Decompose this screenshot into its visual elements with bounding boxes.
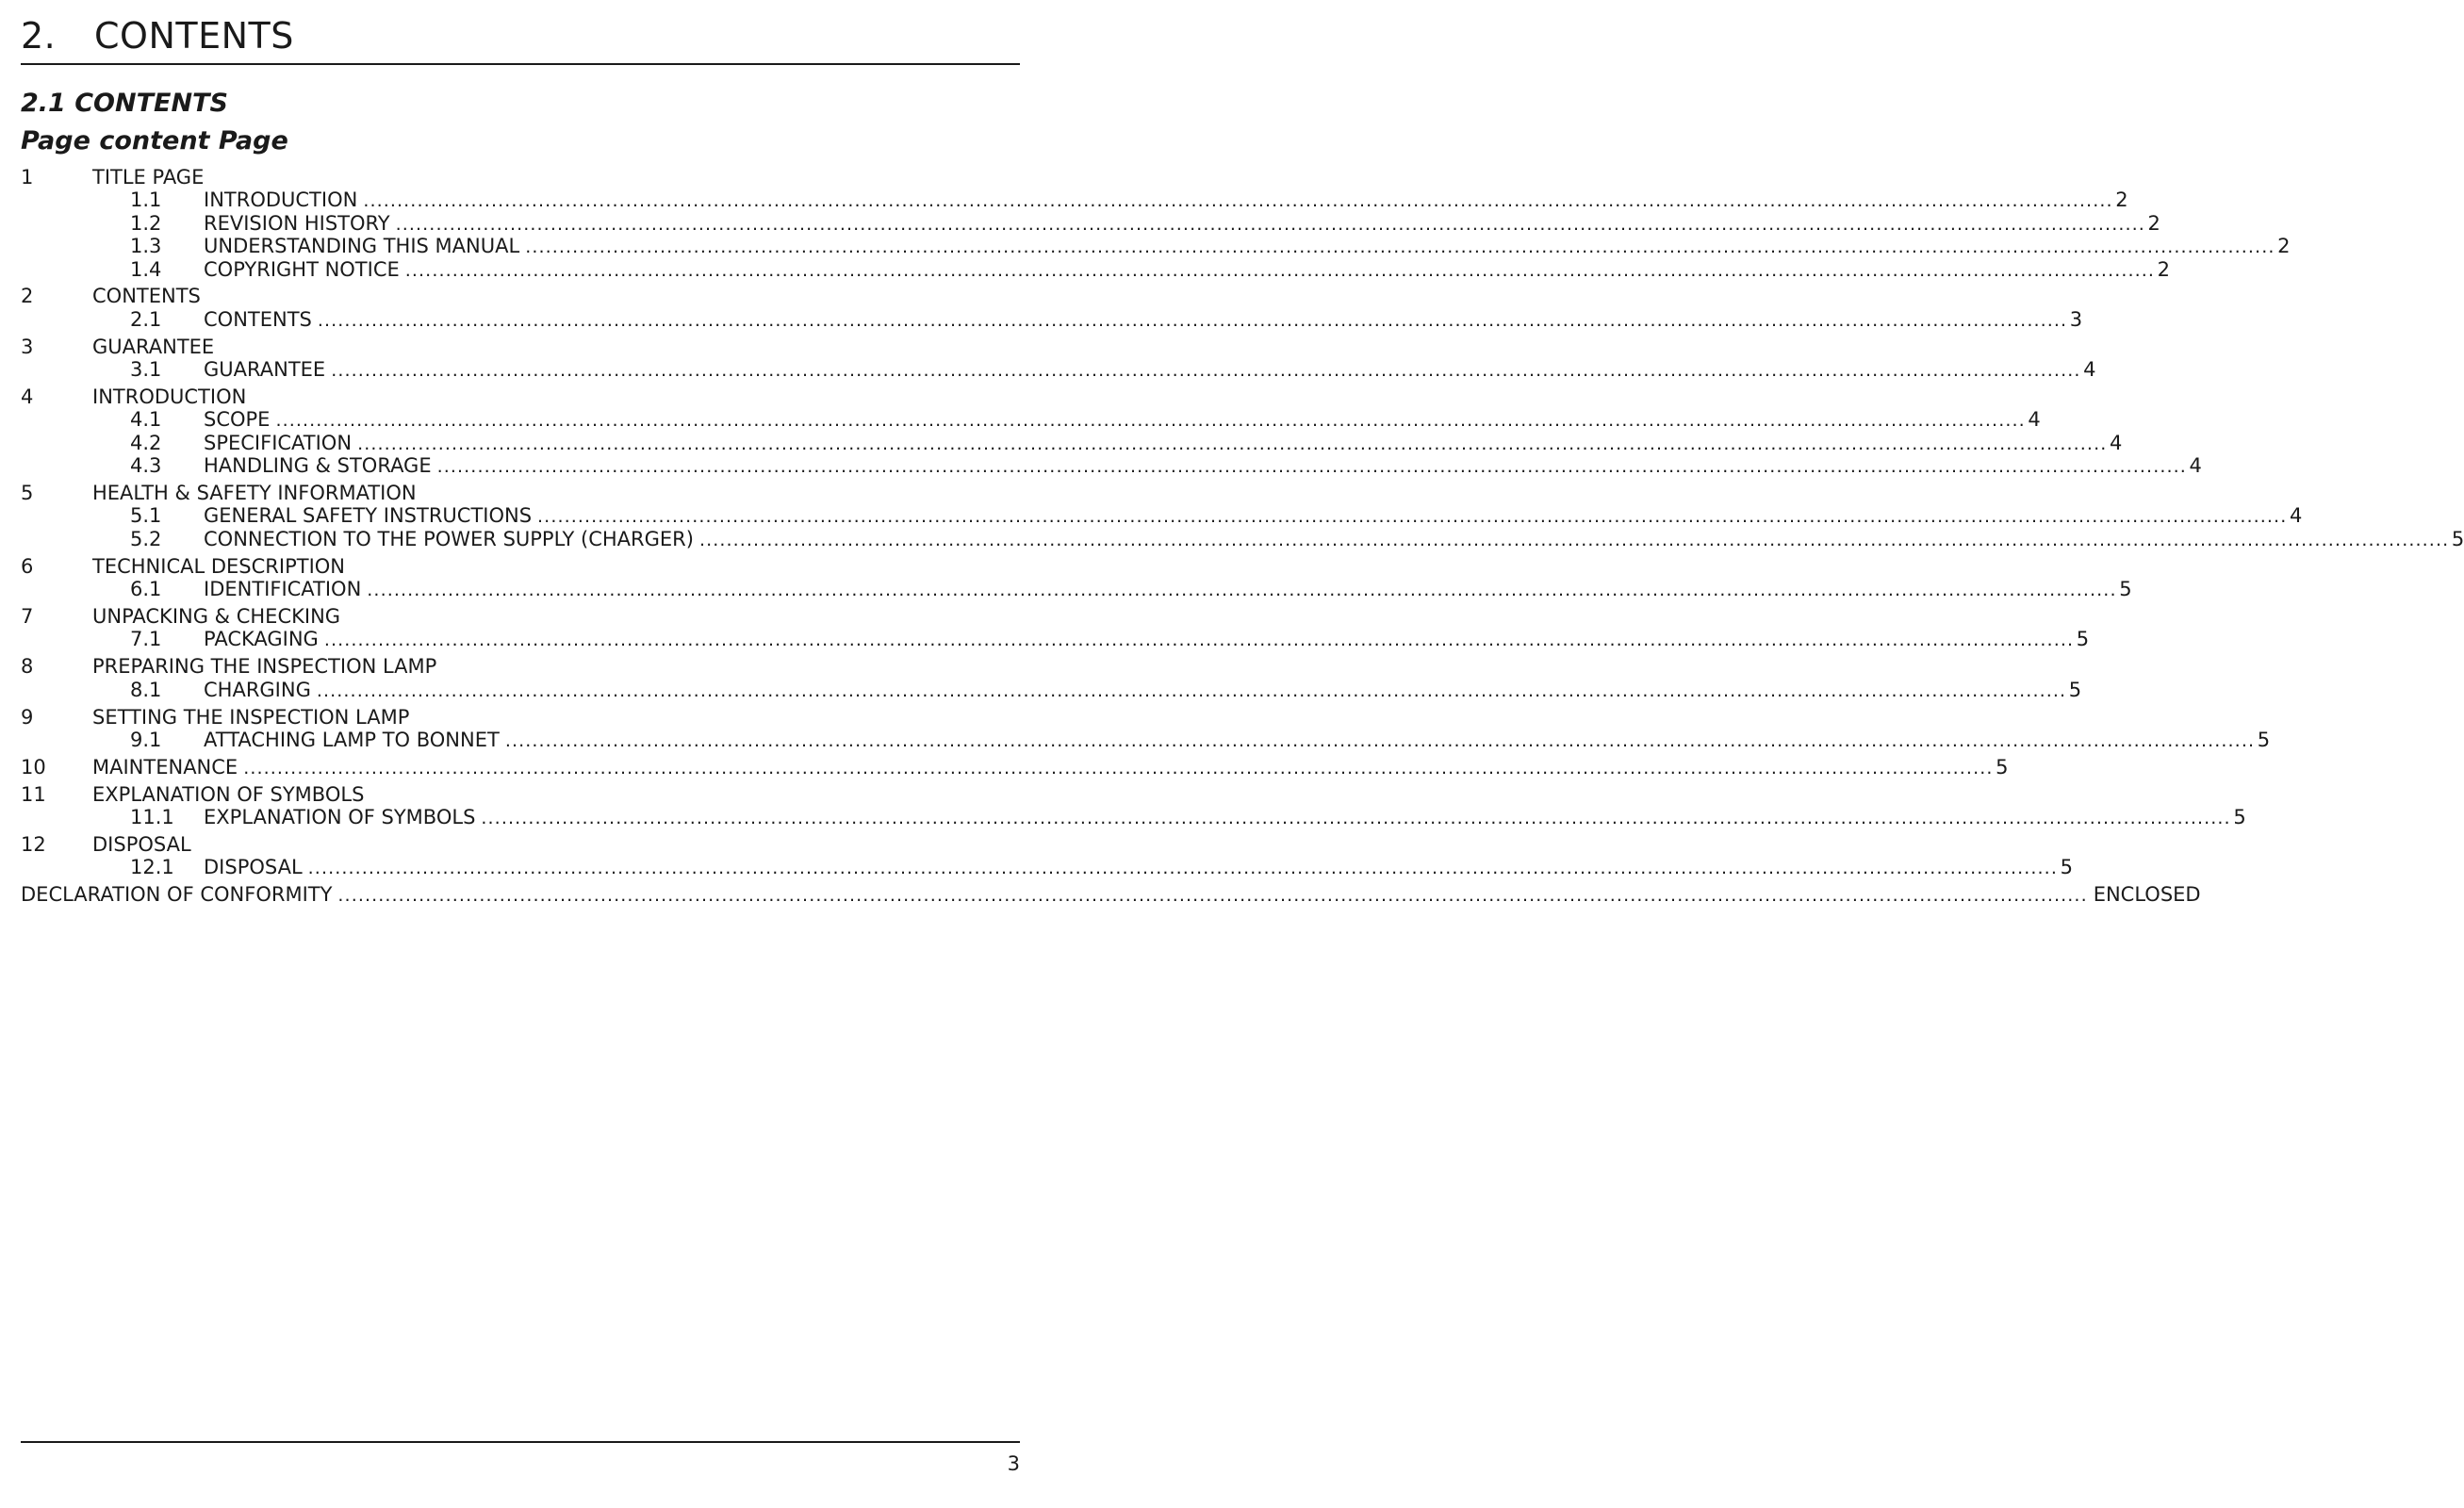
toc-subentry: [21, 628, 2090, 651]
declaration-entry: [21, 883, 2201, 907]
toc-subentry: [21, 257, 2171, 281]
subsection-number: 4.2: [130, 431, 162, 454]
toc-entry: [21, 285, 973, 307]
subsection-number: 4.1: [130, 408, 162, 432]
dot-leader: ....................................................................................................................................................................................................................................................................: [331, 360, 2081, 382]
dot-leader: ....................................................................................................................................................................................................................................................................: [504, 729, 2256, 751]
dot-leader: ....................................................................................................................................................................................................................................................................: [395, 213, 2145, 235]
subsection-title-text: IDENTIFICATION: [204, 578, 362, 601]
toc-subentry: [21, 431, 2123, 454]
subsection-number: 4.3: [130, 454, 162, 478]
subsection-title-text: INTRODUCTION: [204, 188, 358, 212]
toc-entry: [21, 166, 973, 188]
subsection-title-text: EXPLANATION OF SYMBOLS: [204, 806, 476, 829]
subsection-number: 8.1: [130, 678, 162, 701]
section-title-text: EXPLANATION OF SYMBOLS: [92, 782, 365, 806]
subsection-number: 6.1: [130, 578, 162, 601]
heading-number: 2.: [21, 15, 57, 57]
toc-subentry: [21, 678, 2082, 701]
subsection-title-text: COPYRIGHT NOTICE: [204, 257, 400, 281]
page-ref: 5: [1996, 755, 2009, 779]
subsection-title-text: SCOPE: [204, 408, 271, 432]
section-title-text: SETTING THE INSPECTION LAMP: [92, 705, 410, 729]
page-ref: 5: [2257, 728, 2271, 751]
toc-subentry: [21, 527, 2464, 550]
toc-entry: [21, 706, 973, 729]
dot-leader: ....................................................................................................................................................................................................................................................................: [436, 456, 2187, 478]
subsection-number: 1.1: [130, 188, 162, 212]
section-title-text: GUARANTEE: [92, 335, 215, 358]
page-ref: 5: [2076, 628, 2090, 651]
section-number: 1: [21, 166, 34, 188]
dot-leader: ....................................................................................................................................................................................................................................................................: [537, 506, 2288, 528]
page-ref: 2: [2115, 188, 2128, 212]
dot-leader: ....................................................................................................................................................................................................................................................................: [243, 757, 1994, 779]
toc-section: [21, 166, 2291, 281]
subsection-title-text: DISPOSAL: [204, 856, 303, 879]
toc-entry: [21, 755, 2009, 779]
toc-entry: [21, 655, 973, 678]
dot-leader: ....................................................................................................................................................................................................................................................................: [323, 630, 2075, 651]
subsection-number: 2.1: [130, 307, 162, 331]
subsection-title-text: GENERAL SAFETY INSTRUCTIONS: [204, 504, 533, 528]
dot-leader: ....................................................................................................................................................................................................................................................................: [525, 237, 2275, 258]
section-number: 2: [21, 285, 34, 308]
top-rule: [21, 63, 1020, 65]
toc-subentry: [21, 504, 2303, 528]
toc-subentry: [21, 806, 2246, 829]
section-number: 9: [21, 705, 34, 729]
section-number: 11: [21, 782, 46, 806]
page-ref: 4: [2289, 504, 2303, 528]
toc-subentry: [21, 358, 2096, 382]
toc-section: [21, 755, 2009, 779]
toc-entry: [21, 482, 973, 504]
subsection-title-text: SPECIFICATION: [204, 431, 353, 454]
toc-section: [21, 335, 2096, 382]
toc-subentry: [21, 578, 2132, 601]
table-of-contents: [21, 166, 2464, 907]
section-title-text: CONTENTS: [92, 285, 201, 308]
toc-subentry: [21, 454, 2202, 478]
declaration-title: DECLARATION OF CONFORMITY: [21, 883, 333, 907]
section-title-text: HEALTH & SAFETY INFORMATION: [92, 482, 417, 505]
toc-subentry: [21, 408, 2041, 432]
subsection-title-text: ATTACHING LAMP TO BONNET: [204, 728, 500, 751]
section-title-text: MAINTENANCE: [92, 755, 238, 779]
toc-subentry: [21, 307, 2083, 331]
section-number: 4: [21, 385, 34, 409]
toc-section: [21, 285, 2083, 331]
dot-leader: ....................................................................................................................................................................................................................................................................: [404, 259, 2156, 281]
toc-section: [21, 554, 2132, 601]
section-number: 7: [21, 605, 34, 629]
subsection-number: 3.1: [130, 358, 162, 382]
page-ref: 2: [2157, 257, 2171, 281]
subsection-title-text: CONTENTS: [204, 307, 312, 331]
dot-leader: ....................................................................................................................................................................................................................................................................: [357, 433, 2108, 454]
section-title-text: UNPACKING & CHECKING: [92, 605, 341, 629]
page-ref: 2: [2147, 211, 2160, 235]
toc-section: [21, 833, 2073, 879]
toc-entry: [21, 833, 973, 856]
toc-entry: [21, 336, 973, 358]
subsection-title-text: HANDLING & STORAGE: [204, 454, 432, 478]
subsection-title-text: REVISION HISTORY: [204, 211, 390, 235]
section-number: 12: [21, 833, 46, 857]
subsection-title-text: CHARGING: [204, 678, 311, 701]
toc-section: [21, 605, 2090, 651]
dot-leader: ....................................................................................................................................................................................................................................................................: [481, 808, 2231, 829]
toc-entry: [21, 555, 973, 578]
toc-section: [21, 782, 2246, 829]
page-ref: 4: [2109, 431, 2123, 454]
toc-subentry: [21, 235, 2291, 258]
page-ref: 5: [2119, 578, 2132, 601]
section-title-text: TITLE PAGE: [92, 166, 205, 188]
section-title-text: INTRODUCTION: [92, 385, 247, 409]
toc-section: [21, 482, 2464, 550]
section-title-text: DISPOSAL: [92, 833, 191, 857]
dot-leader: ....................................................................................................................................................................................................................................................................: [275, 410, 2026, 432]
dot-leader: ....................................................................................................................................................................................................................................................................: [367, 580, 2117, 601]
subsection-number: 7.1: [130, 628, 162, 651]
page-ref: 2: [2277, 235, 2291, 258]
page-ref: 5: [2233, 806, 2246, 829]
toc-subentry: [21, 188, 2128, 212]
section-title: 2.1 CONTENTS: [21, 89, 228, 118]
subsection-number: 1.3: [130, 235, 162, 258]
subsection-title-text: CONNECTION TO THE POWER SUPPLY (CHARGER): [204, 527, 694, 550]
section-number: 10: [21, 755, 46, 779]
section-number: 5: [21, 482, 34, 505]
toc-entry: [21, 605, 973, 628]
heading-title: CONTENTS: [94, 15, 294, 57]
subsection-number: 9.1: [130, 728, 162, 751]
toc-section: [21, 655, 2082, 701]
page-ref: 4: [2028, 408, 2041, 432]
dot-leader: ....................................................................................................................................................................................................................................................................: [363, 190, 2113, 212]
subsection-number: 12.1: [130, 856, 174, 879]
subsection-number: 5.1: [130, 504, 162, 528]
dot-leader: ....................................................................................................................................................................................................................................................................: [317, 309, 2068, 331]
page-ref: 5: [2068, 678, 2082, 701]
toc-subentry: [21, 211, 2160, 235]
subsection-title-text: PACKAGING: [204, 628, 319, 651]
footer-page-number: 3: [1007, 1452, 1020, 1475]
dot-leader: ....................................................................................................................................................................................................................................................................: [337, 885, 2088, 907]
subsection-number: 1.2: [130, 211, 162, 235]
subsection-number: 1.4: [130, 257, 162, 281]
page-ref: 4: [2189, 454, 2202, 478]
dot-leader: ....................................................................................................................................................................................................................................................................: [307, 858, 2058, 879]
section-number: 3: [21, 335, 34, 358]
section-title-text: PREPARING THE INSPECTION LAMP: [92, 655, 437, 679]
page-heading: [21, 13, 1020, 58]
column-header: Page content Page: [21, 126, 288, 156]
toc-entry: [21, 385, 973, 408]
section-number: 6: [21, 554, 34, 578]
toc-subentry: [21, 728, 2271, 751]
page-ref: 4: [2083, 358, 2096, 382]
toc-entry: [21, 783, 973, 806]
section-title-text: TECHNICAL DESCRIPTION: [92, 554, 345, 578]
toc-subentry: [21, 856, 2073, 879]
subsection-title-text: UNDERSTANDING THIS MANUAL: [204, 235, 520, 258]
page-ref: 5: [2451, 527, 2464, 550]
subsection-number: 5.2: [130, 527, 162, 550]
subsection-number: 11.1: [130, 806, 174, 829]
toc-section: [21, 385, 2202, 478]
dot-leader: ....................................................................................................................................................................................................................................................................: [316, 680, 2067, 701]
dot-leader: ....................................................................................................................................................................................................................................................................: [698, 529, 2450, 550]
declaration-page: ENCLOSED: [2093, 883, 2201, 907]
page-ref: 3: [2069, 307, 2083, 331]
section-number: 8: [21, 655, 34, 679]
subsection-title-text: GUARANTEE: [204, 358, 326, 382]
page-ref: 5: [2060, 856, 2073, 879]
bottom-rule: [21, 1441, 1020, 1443]
toc-section: [21, 705, 2271, 752]
